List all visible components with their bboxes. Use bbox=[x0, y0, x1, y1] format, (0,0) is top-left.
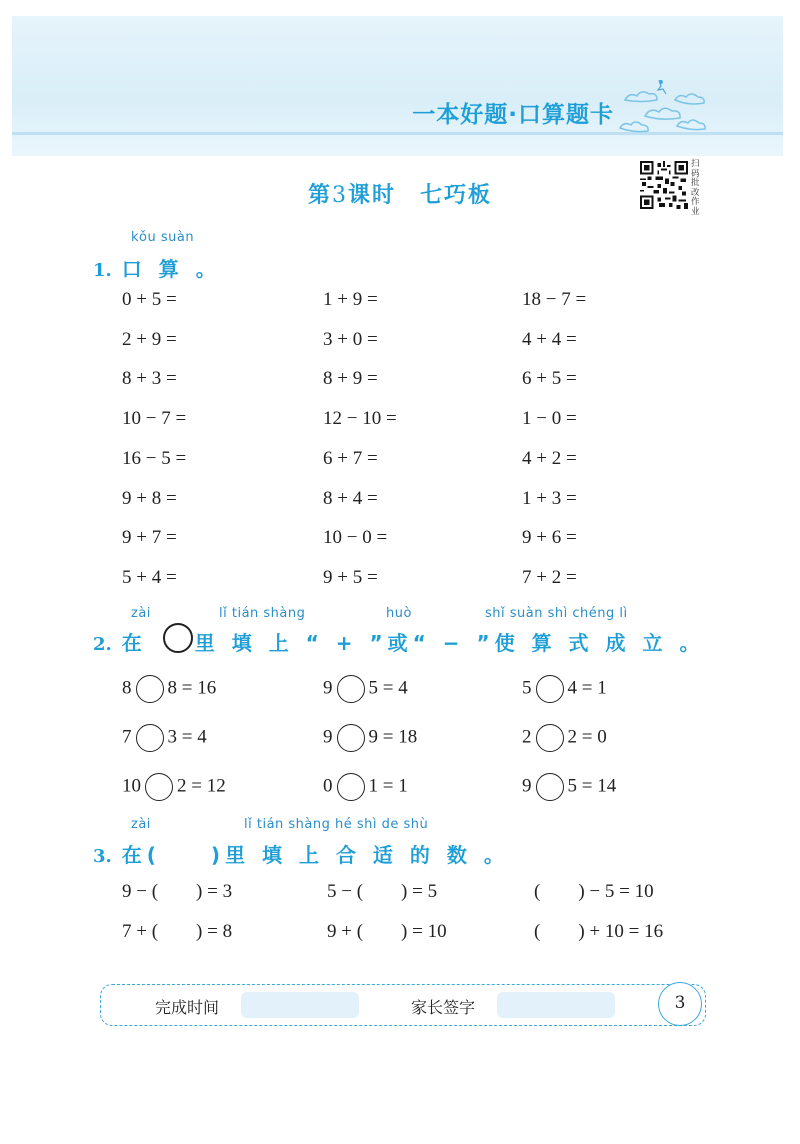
qr-note: 扫码批改作业 bbox=[691, 159, 700, 217]
q2-equation bbox=[323, 675, 408, 703]
operator-answer-circle[interactable] bbox=[337, 724, 365, 752]
q2-heading: 2. 在 里 填 上 “ + ”或“ − ”使 算 式 成 立 。 bbox=[93, 631, 705, 655]
q2-left-operand: 10 bbox=[122, 775, 141, 797]
page-number: 3 bbox=[658, 982, 702, 1026]
q1-equation: 4 + 2 = bbox=[522, 447, 577, 469]
q2-right-part: 1 = 1 bbox=[368, 775, 408, 797]
q1-heading: 1. 口 算 。 bbox=[93, 257, 221, 281]
q1-equation: 6 + 7 = bbox=[323, 447, 378, 469]
q1-equation: 8 + 9 = bbox=[323, 368, 378, 390]
q2-pinyin-litianshang: lǐ tián shàng bbox=[219, 606, 306, 621]
operator-answer-circle[interactable] bbox=[136, 724, 164, 752]
q2-left-operand: 2 bbox=[522, 726, 532, 748]
operator-answer-circle[interactable] bbox=[536, 724, 564, 752]
q2-equation bbox=[323, 773, 408, 801]
q1-equation: 9 + 7 = bbox=[122, 527, 177, 549]
q3-equation[interactable]: 9 + ( ) = 10 bbox=[327, 921, 447, 942]
q3-equation[interactable]: ( ) + 10 = 16 bbox=[534, 921, 664, 942]
q2-left-operand: 9 bbox=[323, 726, 333, 748]
q2-right-part: 3 = 4 bbox=[167, 726, 207, 748]
q3-equation[interactable]: 7 + ( ) = 8 bbox=[122, 921, 233, 942]
q1-equation: 12 − 10 = bbox=[323, 408, 397, 430]
q1-equation: 10 − 7 = bbox=[122, 408, 187, 430]
q1-equation: 10 − 0 = bbox=[323, 527, 388, 549]
q2-right-part: 2 = 0 bbox=[567, 726, 607, 748]
parent-signature-label: 家长签字 bbox=[411, 998, 476, 1017]
q2-heading-circle-icon bbox=[163, 623, 193, 653]
q2-left-operand: 9 bbox=[522, 775, 532, 797]
q2-equation bbox=[122, 773, 226, 801]
q3-pinyin-zai: zài bbox=[131, 817, 151, 832]
q2-right-part: 5 = 4 bbox=[368, 677, 408, 699]
q1-equation: 1 + 9 = bbox=[323, 289, 378, 310]
q2-right-part: 8 = 16 bbox=[167, 677, 217, 699]
q2-equation bbox=[122, 724, 207, 752]
q2-left-operand: 5 bbox=[522, 677, 532, 699]
q1-equation: 0 + 5 = bbox=[122, 289, 177, 310]
q3-pinyin-rest: lǐ tián shàng hé shì de shù bbox=[244, 817, 429, 832]
q3-equation[interactable]: ( ) − 5 = 10 bbox=[534, 881, 654, 902]
q1-equation: 2 + 9 = bbox=[122, 328, 177, 350]
completion-time-field[interactable] bbox=[241, 992, 359, 1018]
q2-left-operand: 7 bbox=[122, 726, 132, 748]
q1-equation: 3 + 0 = bbox=[323, 328, 378, 350]
q1-equation: 9 + 8 = bbox=[122, 487, 177, 509]
q3-equation[interactable]: 9 − ( ) = 3 bbox=[122, 881, 233, 902]
operator-answer-circle[interactable] bbox=[136, 675, 164, 703]
q2-pinyin-huo: huò bbox=[386, 606, 412, 621]
q2-equation bbox=[522, 773, 616, 801]
operator-answer-circle[interactable] bbox=[145, 773, 173, 801]
q1-equation: 4 + 4 = bbox=[522, 328, 577, 350]
q1-equation: 9 + 5 = bbox=[323, 566, 378, 588]
parent-signature-field[interactable] bbox=[497, 992, 615, 1018]
q1-equation: 1 − 0 = bbox=[522, 408, 577, 430]
operator-answer-circle[interactable] bbox=[337, 773, 365, 801]
operator-answer-circle[interactable] bbox=[536, 773, 564, 801]
q3-heading: 3. 在( )里 填 上 合 适 的 数 。 bbox=[93, 843, 509, 867]
q2-right-part: 5 = 14 bbox=[567, 775, 617, 797]
q2-right-part: 2 = 12 bbox=[177, 775, 226, 797]
completion-time-label: 完成时间 bbox=[155, 998, 220, 1017]
q2-pinyin-shisuanshi: shǐ suàn shì chéng lì bbox=[485, 606, 628, 621]
clouds-decoration-icon bbox=[615, 72, 715, 142]
operator-answer-circle[interactable] bbox=[337, 675, 365, 703]
qr-code-icon[interactable] bbox=[640, 160, 688, 210]
q2-right-part: 9 = 18 bbox=[368, 726, 418, 748]
q2-left-operand: 9 bbox=[323, 677, 333, 699]
operator-answer-circle[interactable] bbox=[536, 675, 564, 703]
q1-equation: 9 + 6 = bbox=[522, 527, 577, 549]
brand-title: 一本好题·口算题卡 bbox=[412, 102, 614, 128]
q1-equation: 1 + 3 = bbox=[522, 487, 577, 509]
q3-equation[interactable]: 5 − ( ) = 5 bbox=[327, 881, 438, 902]
lesson-title: 第3课时 七巧板 bbox=[307, 183, 493, 208]
q1-equation: 8 + 3 = bbox=[122, 368, 177, 390]
q1-equation: 5 + 4 = bbox=[122, 566, 177, 588]
q2-equation bbox=[323, 724, 417, 752]
q2-equation bbox=[522, 675, 607, 703]
q2-right-part: 4 = 1 bbox=[567, 677, 607, 699]
q1-equation: 6 + 5 = bbox=[522, 368, 577, 390]
q2-left-operand: 8 bbox=[122, 677, 132, 699]
q2-equation bbox=[522, 724, 607, 752]
q2-left-operand: 0 bbox=[323, 775, 333, 797]
q1-equation: 16 − 5 = bbox=[122, 447, 187, 469]
q1-pinyin: kǒu suàn bbox=[131, 230, 195, 245]
q2-equation bbox=[122, 675, 216, 703]
q2-pinyin-zai: zài bbox=[131, 606, 151, 621]
q1-equation: 8 + 4 = bbox=[323, 487, 378, 509]
q1-equation: 18 − 7 = bbox=[522, 289, 587, 310]
q1-equation: 7 + 2 = bbox=[522, 566, 577, 588]
footer-bar bbox=[100, 984, 706, 1026]
